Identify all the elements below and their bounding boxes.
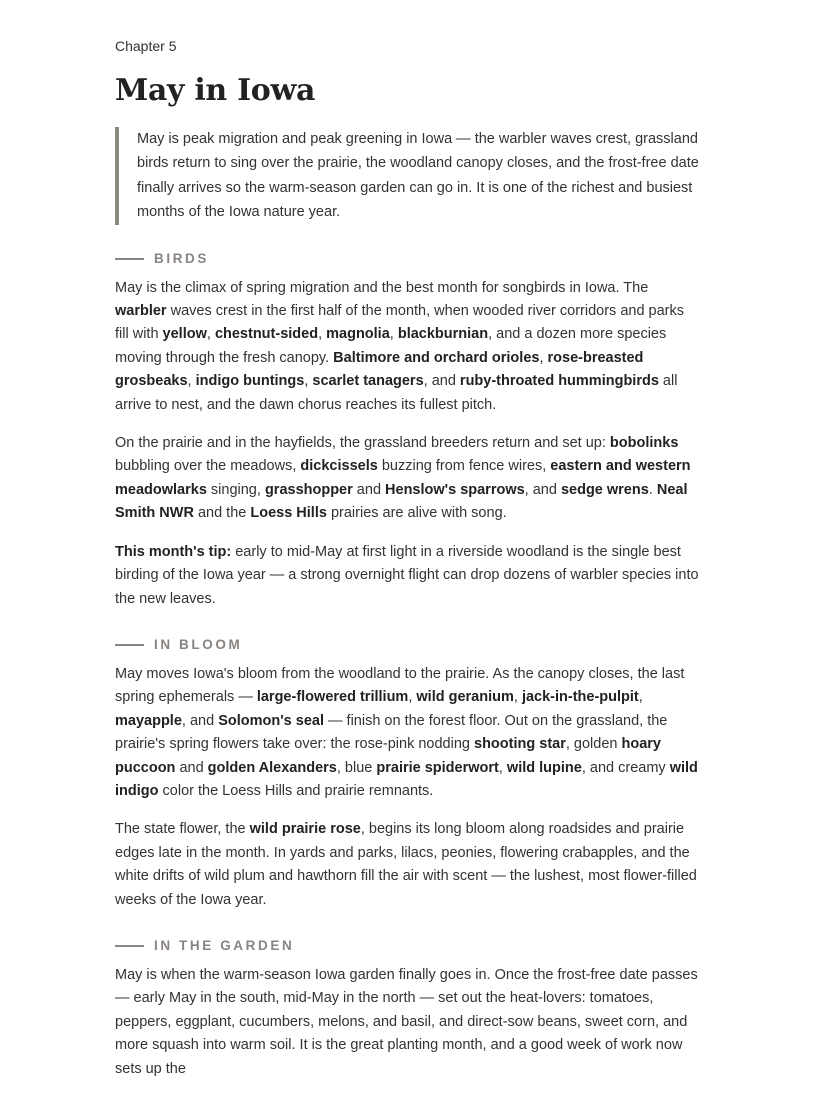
paragraph: May is when the warm-season Iowa garden finally goes in. Once the frost-free date passes — early May in the south, mid-May in the north — set out the heat-lovers: tomatoes, peppers, eggplant, cucumbers, melons, and basil, and direct-sow beans, sweet corn, and more squash into warm soil. It is the great planting month, and a good week of work now sets up the <box>115 966 698 1077</box>
bold-term: Henslow's sparrows <box>385 481 525 498</box>
bold-term: indigo buntings <box>195 373 305 390</box>
paragraph: May is the climax of spring migration and the best month for songbirds in Iowa. The warbler waves crest in the first half of the month, when wooded river corridors and parks fill with yellow, chestnut-sided, magnolia, blackburnian, and a dozen more species moving through the fresh canopy. Baltimore and orchard orioles, rose-breasted grosbeaks, indigo buntings, scarlet tanagers, and ruby-throated hummingbirds all arrive to nest, and the dawn chorus reaches its fullest pitch. <box>115 279 684 413</box>
heading-rule <box>115 644 144 646</box>
heading-rule <box>115 945 144 947</box>
bold-term: prairie spiderwort <box>376 759 499 776</box>
bold-term: magnolia <box>326 326 390 343</box>
bold-term: ruby-throated hummingbirds <box>459 373 659 390</box>
bold-term: sedge wrens <box>560 481 649 498</box>
section-heading <box>115 249 700 269</box>
bold-term: dickcissels <box>300 458 378 475</box>
bold-term: Loess Hills <box>250 505 327 522</box>
section-heading <box>115 635 700 655</box>
section-birds <box>115 249 700 611</box>
bold-term: wild lupine <box>506 759 582 776</box>
paragraph: The state flower, the wild prairie rose, begins its long bloom along roadsides and prairie edges late in the month. In yards and parks, lilacs, peonies, flowering crabapples, and the white drifts of wild plum and hawthorn fill the air with scent — the lushest, most flower-filled weeks of the Iowa year. <box>115 821 697 908</box>
chapter-title: May in Iowa <box>115 73 316 108</box>
section-heading-label: IN BLOOM <box>154 637 243 653</box>
bold-term: Solomon's seal <box>218 712 324 729</box>
bold-term: mayapple <box>115 712 182 729</box>
bold-term: shooting star <box>474 736 566 753</box>
bold-term: rose-breasted grosbeaks <box>115 349 644 390</box>
paragraph: This month's tip: early to mid-May at first light in a riverside woodland is the single best birding of the Iowa year — a strong overnight flight can drop dozens of warbler species into the new leaves. <box>115 543 699 607</box>
bold-term: wild geranium <box>416 689 514 706</box>
chapter-label: Chapter 5 <box>115 38 177 54</box>
chapter-intro: May is peak migration and peak greening in Iowa — the warbler waves crest, grassland birds return to sing over the prairie, the woodland canopy closes, and the frost-free date finally arrives so the warm-season garden can go in. It is one of the richest and busiest months of the Iowa nature year. <box>115 127 700 225</box>
paragraph: May moves Iowa's bloom from the woodland to the prairie. As the canopy closes, the last spring ephemerals — large-flowered trillium, wild geranium, jack-in-the-pulpit, mayapple, and Solomon's seal — finish on the forest floor. Out on the grassland, the prairie's spring flowers take over: the rose-pink nodding shooting star, golden hoary puccoon and golden Alexanders, blue prairie spiderwort, wild lupine, and creamy wild indigo color the Loess Hills and prairie remnants. <box>115 665 698 799</box>
bold-term: wild prairie rose <box>249 821 361 838</box>
section-heading-label: IN THE GARDEN <box>154 938 295 954</box>
bold-term: hoary puccoon <box>115 736 661 776</box>
bold-term: This month's tip: <box>115 543 232 560</box>
bold-term: chestnut-sided <box>214 326 319 343</box>
section-heading <box>115 936 700 956</box>
bold-term: bobolinks <box>609 435 679 452</box>
section-in-bloom <box>115 635 700 912</box>
chapter-content <box>115 37 700 1096</box>
bold-term: Neal Smith NWR <box>115 481 688 522</box>
bold-term: yellow <box>162 326 207 343</box>
bold-term: wild indigo <box>115 759 698 799</box>
bold-term: grasshopper <box>264 481 353 498</box>
paragraph: On the prairie and in the hayfields, the grassland breeders return and set up: bobolinks bubbling over the meadows, dickcissels buzzing from fence wires, eastern and western meadowlarks singing, grasshopper and Henslow's sparrows, and sedge wrens. Neal Smith NWR and the Loess Hills prairies are alive with song. <box>115 435 691 522</box>
bold-term: blackburnian <box>397 326 489 343</box>
heading-rule <box>115 258 144 260</box>
bold-term: jack-in-the-pulpit <box>521 689 639 706</box>
bold-term: scarlet tanagers <box>312 373 424 390</box>
section-in-the-garden <box>115 936 700 1081</box>
bold-term: Baltimore and orchard orioles <box>333 349 540 366</box>
bold-term: golden Alexanders <box>207 759 337 776</box>
bold-term: large-flowered trillium <box>256 689 409 706</box>
bold-term: eastern and western meadowlarks <box>115 458 691 498</box>
bold-term: warbler <box>115 303 167 320</box>
section-heading-label: BIRDS <box>154 251 210 267</box>
